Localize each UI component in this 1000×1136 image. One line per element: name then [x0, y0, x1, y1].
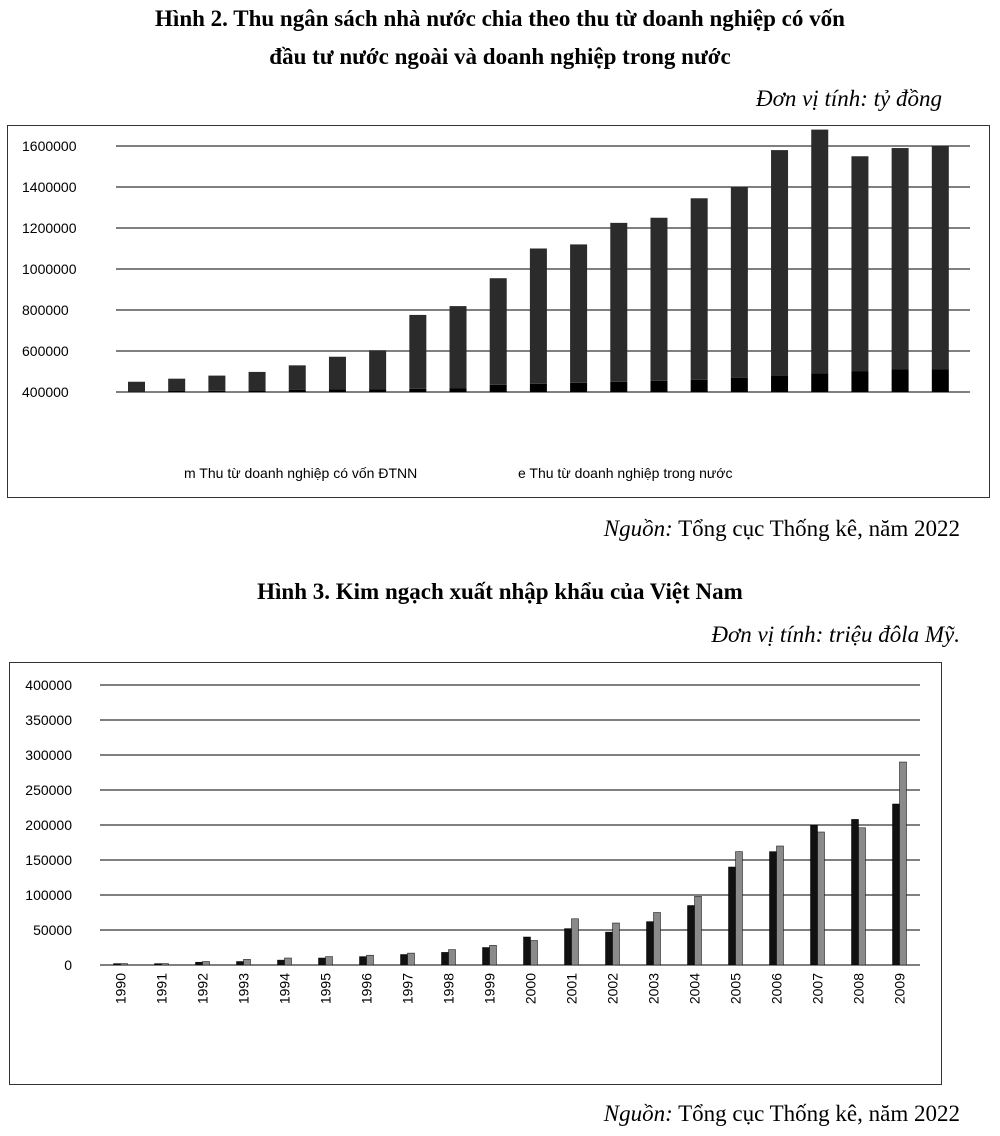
y-tick-label: 0 — [64, 957, 72, 973]
bar-domestic — [490, 278, 507, 385]
bar-domestic — [771, 150, 788, 376]
y-tick-label: 350000 — [25, 712, 72, 728]
y-tick-label: 1600000 — [22, 138, 77, 154]
bar-fdi — [932, 369, 949, 392]
y-tick-label: 50000 — [33, 922, 72, 938]
x-tick-label: 2001 — [563, 973, 580, 1005]
legend-label-domestic: e Thu từ doanh nghiệp trong nước — [518, 465, 733, 481]
x-tick-label: 1992 — [194, 973, 211, 1005]
x-tick-label: 1996 — [358, 973, 375, 1005]
bar-series-1 — [729, 867, 736, 965]
bar-domestic — [851, 156, 868, 371]
bar-fdi — [771, 376, 788, 392]
x-tick-label: 2009 — [891, 973, 908, 1005]
y-tick-label: 800000 — [22, 302, 69, 318]
bar-domestic — [208, 376, 225, 391]
figure2-title-line2: đầu tư nước ngoài và doanh nghiệp trong nước — [269, 44, 731, 69]
figure3-chart-frame — [9, 662, 942, 1085]
x-tick-label: 1995 — [317, 973, 334, 1005]
x-tick-label: 1997 — [399, 973, 416, 1005]
bar-series-1 — [524, 937, 531, 965]
bar-series-2 — [490, 945, 497, 965]
bar-series-2 — [695, 896, 702, 965]
bar-fdi — [570, 383, 587, 392]
x-tick-label: 2007 — [809, 973, 826, 1005]
figure3-unit: Đơn vị tính: triệu đôla Mỹ. — [711, 622, 960, 647]
bar-fdi — [691, 380, 708, 392]
bar-series-2 — [777, 846, 784, 965]
bar-series-2 — [367, 955, 374, 965]
bar-series-2 — [572, 919, 579, 965]
bar-fdi — [289, 390, 306, 392]
bar-fdi — [369, 389, 386, 392]
bar-series-1 — [319, 958, 326, 965]
figure3-source: Nguồn: Tổng cục Thống kê, năm 2022 — [603, 1101, 960, 1126]
bar-series-2 — [162, 964, 169, 965]
bar-series-1 — [688, 906, 695, 966]
bar-fdi — [168, 391, 185, 392]
bar-series-2 — [859, 828, 866, 965]
bar-domestic — [450, 306, 467, 388]
bar-fdi — [128, 391, 145, 392]
bar-domestic — [811, 130, 828, 374]
x-tick-label: 2005 — [727, 973, 744, 1005]
figure2-title-line1: Hình 2. Thu ngân sách nhà nước chia theo thu từ doanh nghiệp có vốn — [155, 6, 845, 31]
bar-domestic — [249, 372, 266, 390]
bar-series-1 — [237, 962, 244, 966]
bar-series-2 — [736, 852, 743, 965]
bar-series-1 — [196, 962, 203, 965]
bar-domestic — [168, 379, 185, 391]
bar-series-1 — [770, 852, 777, 965]
bar-domestic — [731, 187, 748, 378]
x-tick-label: 1990 — [112, 973, 129, 1005]
x-tick-label: 2008 — [850, 973, 867, 1005]
figure3-title: Hình 3. Kim ngạch xuất nhập khẩu của Việt Nam — [257, 579, 743, 604]
bar-series-1 — [155, 964, 162, 965]
y-tick-label: 1400000 — [22, 179, 77, 195]
y-tick-label: 600000 — [22, 343, 69, 359]
bar-series-2 — [285, 958, 292, 965]
x-tick-label: 2002 — [604, 973, 621, 1005]
y-tick-label: 300000 — [25, 747, 72, 763]
x-tick-label: 2000 — [522, 973, 539, 1005]
bar-series-1 — [647, 922, 654, 965]
y-tick-label: 400000 — [22, 384, 69, 400]
bar-series-2 — [900, 762, 907, 965]
bar-series-1 — [360, 957, 367, 965]
bar-domestic — [691, 198, 708, 379]
bar-fdi — [892, 369, 909, 392]
y-tick-label: 1000000 — [22, 261, 77, 277]
figure2-chart — [8, 126, 988, 496]
bar-series-1 — [401, 955, 408, 966]
bar-series-2 — [449, 950, 456, 965]
bar-domestic — [329, 357, 346, 390]
bar-series-1 — [606, 932, 613, 965]
bar-series-2 — [203, 962, 210, 966]
bar-domestic — [570, 244, 587, 382]
x-tick-label: 1994 — [276, 973, 293, 1005]
y-tick-label: 200000 — [25, 817, 72, 833]
x-tick-label: 2004 — [686, 973, 703, 1005]
bar-series-2 — [408, 953, 415, 965]
x-tick-label: 1993 — [235, 973, 252, 1005]
bar-fdi — [490, 385, 507, 392]
bar-domestic — [650, 218, 667, 381]
y-tick-label: 400000 — [25, 677, 72, 693]
figure2-source: Nguồn: Tổng cục Thống kê, năm 2022 — [603, 516, 960, 541]
y-tick-label: 150000 — [25, 852, 72, 868]
bar-domestic — [128, 382, 145, 391]
bar-fdi — [450, 388, 467, 392]
y-tick-label: 100000 — [25, 887, 72, 903]
bar-series-1 — [278, 960, 285, 965]
bar-fdi — [329, 390, 346, 392]
bar-domestic — [289, 365, 306, 390]
bar-series-1 — [483, 948, 490, 966]
bar-series-1 — [442, 952, 449, 965]
bar-series-2 — [613, 923, 620, 965]
bar-fdi — [851, 372, 868, 393]
bar-fdi — [650, 381, 667, 392]
bar-domestic — [369, 350, 386, 389]
bar-series-2 — [121, 964, 128, 965]
bar-series-2 — [818, 832, 825, 965]
bar-series-2 — [654, 913, 661, 966]
bar-domestic — [530, 249, 547, 384]
x-tick-label: 1998 — [440, 973, 457, 1005]
bar-series-2 — [326, 957, 333, 965]
bar-fdi — [731, 378, 748, 392]
x-tick-label: 1999 — [481, 973, 498, 1005]
bar-fdi — [610, 382, 627, 392]
legend-label-fdi: m Thu từ doanh nghiệp có vốn ĐTNN — [184, 465, 418, 481]
bar-series-2 — [531, 941, 538, 966]
bar-series-2 — [244, 959, 251, 965]
bar-domestic — [610, 223, 627, 382]
y-tick-label: 1200000 — [22, 220, 77, 236]
bar-series-1 — [893, 804, 900, 965]
y-tick-label: 250000 — [25, 782, 72, 798]
bar-fdi — [409, 389, 426, 392]
bar-domestic — [932, 146, 949, 369]
x-tick-label: 1991 — [153, 973, 170, 1005]
bar-series-1 — [565, 929, 572, 965]
bar-series-1 — [114, 964, 121, 965]
bar-fdi — [530, 384, 547, 392]
x-tick-label: 2006 — [768, 973, 785, 1005]
bar-domestic — [892, 148, 909, 369]
bar-domestic — [409, 315, 426, 389]
bar-series-1 — [811, 825, 818, 965]
figure2-unit: Đơn vị tính: tỷ đồng — [755, 86, 942, 111]
figure2-chart-frame — [7, 125, 990, 498]
bar-fdi — [249, 390, 266, 392]
bar-fdi — [811, 374, 828, 392]
bar-series-1 — [852, 819, 859, 965]
bar-fdi — [208, 391, 225, 392]
x-tick-label: 2003 — [645, 973, 662, 1005]
figure3-chart — [10, 663, 940, 1083]
